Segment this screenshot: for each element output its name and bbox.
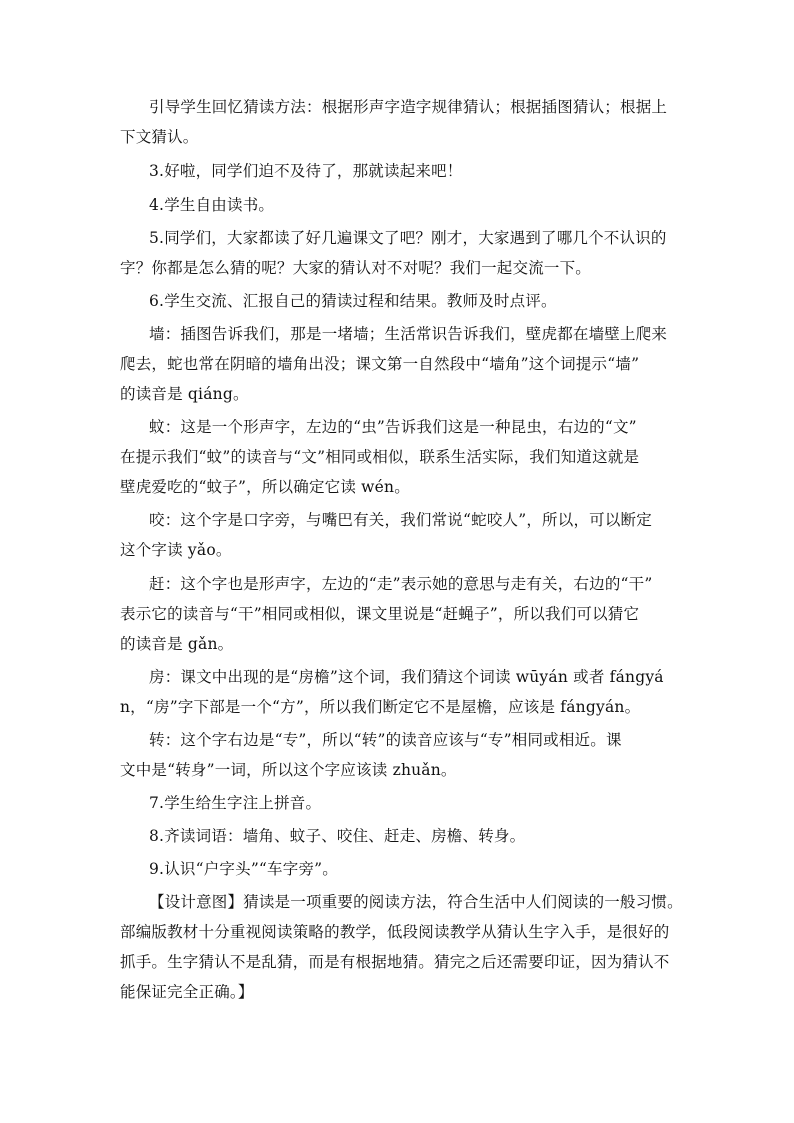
paragraph-line: 3.好啦，同学们迫不及待了，那就读起来吧！ [149, 162, 463, 180]
paragraph-line: 蚊：这是一个形声字，左边的“虫”告诉我们这是一种昆虫，右边的“文” [149, 418, 637, 436]
paragraph-line: 咬：这个字是口字旁，与嘴巴有关，我们常说“蛇咬人”，所以，可以断定 [149, 511, 652, 529]
paragraph-line: 6.学生交流、汇报自己的猜读过程和结果。教师及时点评。 [149, 292, 557, 310]
paragraph-line: 引导学生回忆猜读方法：根据形声字造字规律猜认；根据插图猜认；根据上 [149, 98, 668, 116]
paragraph-line: 在提示我们“蚊”的读音与“文”相同或相似，联系生活实际，我们知道这就是 [120, 448, 640, 466]
paragraph-line: 这个字读 yǎo。 [120, 541, 232, 559]
design-intent-line: 【设计意图】猜读是一项重要的阅读方法，符合生活中人们阅读的一般习惯。 [149, 893, 683, 911]
paragraph-line: 墙：插图告诉我们，那是一堵墙；生活常识告诉我们，壁虎都在墙壁上爬来 [149, 325, 668, 343]
paragraph-line: 的读音是 qiáng。 [120, 385, 249, 403]
paragraph-line: 爬去，蛇也常在阴暗的墙角出没；课文第一自然段中“墙角”这个词提示“墙” [120, 355, 640, 373]
paragraph-line: 房：课文中出现的是“房檐”这个词，我们猜这个词读 wūyán 或者 fángyá [149, 668, 664, 686]
design-intent-line: 能保证完全正确。】 [120, 983, 254, 1001]
paragraph-line: n，“房”字下部是一个“方”，所以我们断定它不是屋檐，应该是 fángyán。 [120, 698, 641, 716]
paragraph-line: 下文猜认。 [120, 128, 199, 146]
paragraph-line: 壁虎爱吃的“蚊子”，所以确定它读 wén。 [120, 478, 410, 496]
design-intent-line: 部编版教材十分重视阅读策略的教学，低段阅读教学从猜认生字入手，是很好的 [120, 923, 670, 941]
paragraph-line: 8.齐读词语：墙角、蚊子、咬住、赶走、房檐、转身。 [149, 827, 526, 845]
paragraph-line: 5.同学们，大家都读了好几遍课文了吧？刚才，大家遇到了哪几个不认识的 [149, 229, 667, 247]
paragraph-line: 文中是“转身”一词，所以这个字应该读 zhuǎn。 [120, 761, 457, 779]
paragraph-line: 7.学生给生字注上拼音。 [149, 794, 322, 812]
paragraph-line: 4.学生自由读书。 [149, 196, 275, 214]
design-intent-line: 抓手。生字猜认不是乱猜，而是有根据地猜。猜完之后还需要印证，因为猜认不 [120, 953, 670, 971]
paragraph-line: 赶：这个字也是形声字，左边的“走”表示她的意思与走有关，右边的“干” [149, 575, 653, 593]
paragraph-line: 字？你都是怎么猜的呢？大家的猜认对不对呢？我们一起交流一下。 [120, 259, 592, 277]
paragraph-line: 转：这个字右边是“专”，所以“转”的读音应该与“专”相同或相近。课 [149, 731, 622, 749]
paragraph-line: 9.认识“户字头”“车字旁”。 [149, 860, 338, 878]
paragraph-line: 的读音是 gǎn。 [120, 635, 234, 653]
paragraph-line: 表示它的读音与“干”相同或相似，课文里说是“赶蝇子”，所以我们可以猜它 [120, 605, 640, 623]
